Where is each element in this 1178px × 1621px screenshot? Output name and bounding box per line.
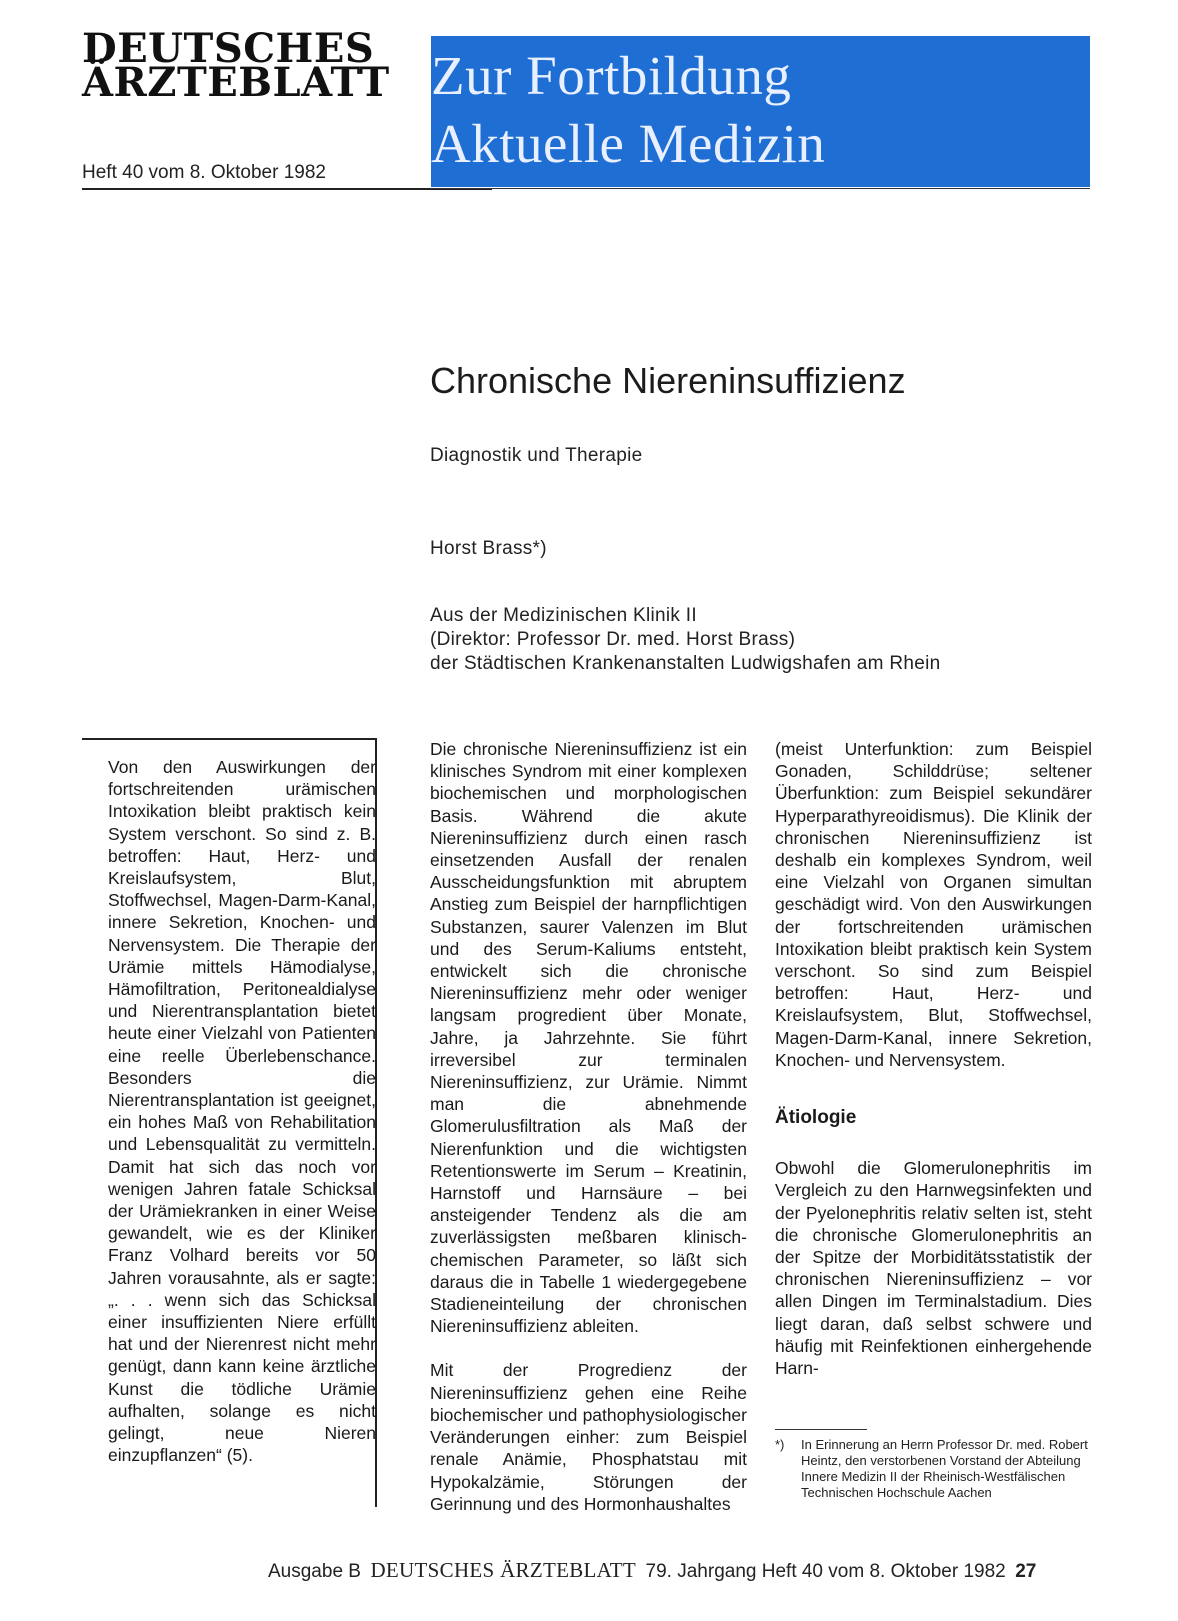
issue-line: Heft 40 vom 8. Oktober 1982 — [82, 162, 326, 183]
body-column-3 — [775, 738, 1092, 1379]
body-column-2 — [430, 738, 747, 1515]
banner-line2: Aktuelle Medizin — [431, 113, 826, 174]
footnote-mark: *) — [775, 1437, 785, 1452]
masthead-line1: DEUTSCHES — [82, 25, 375, 72]
page-number: 27 — [1015, 1561, 1037, 1582]
section-banner — [431, 36, 1090, 187]
body-paragraph: Die chronische Niereninsuffizienz ist ein klinisches Syndrom mit einer komplexen biochemischen und morphologischen Basis. Während die akute Niereninsuffizienz durch einen rasch einsetzenden Ausfall der renalen Ausscheidungsfunktion mit abruptem Anstieg zum Beispiel der harnpflichtigen Substanzen, saurer Valenzen im Blut und des Serum-Kaliums entsteht, entwickelt sich die chronische Niereninsuffizienz mehr oder weniger langsam progredient über Monate, Jahre, ja Jahrzehnte. Sie führt irreversibel zur terminalen Niereninsuffizienz, zur Urämie. Nimmt man die abnehmende Glomerulusfiltration als Maß der Nierenfunktion und die wichtigsten Retentionswerte im Serum – Kreatinin, Harnstoff und Harnsäure – bei ansteigender Tendenz als die am zuverlässigsten meßbaren klinisch-chemischen Parameter, so läßt sich daraus die in Tabelle 1 wiedergegebene Stadieneinteilung der chronischen Niereninsuffizienz ableiten. — [430, 739, 747, 1337]
body-paragraph: Obwohl die Glomerulonephritis im Vergleich zu den Harnwegsinfekten und der Pyelonephritis relativ selten ist, steht die chronische Glomerulonephritis an der Spitze der Morbiditätsstatistik der chronischen Niereninsuffizienz – vor allen Dingen im Terminalstadium. Dies liegt daran, daß selbst schwere und häufig mit Reinfektionen einhergehende Harn- — [775, 1158, 1092, 1379]
article-author: Horst Brass*) — [430, 538, 547, 559]
footer-issue: 79. Jahrgang Heft 40 vom 8. Oktober 1982 — [645, 1561, 1006, 1582]
masthead-logo — [82, 25, 412, 106]
abstract-text — [108, 756, 376, 1467]
article-title: Chronische Niereninsuffizienz — [430, 360, 906, 401]
footnote — [775, 1437, 1092, 1501]
article-subtitle: Diagnostik und Therapie — [430, 445, 643, 466]
section-heading: Ätiologie — [775, 1107, 857, 1129]
affiliation-line: der Städtischen Krankenanstalten Ludwigshafen am Rhein — [430, 653, 941, 674]
article-affiliation — [430, 604, 941, 676]
abstract-paragraph: Von den Auswirkungen der fortschreitenden urämischen Intoxikation bleibt praktisch kein System verschont. So sind z. B. betroffen: Haut, Herz- und Kreislaufsystem, Blut, Stoffwechsel, Magen-Darm-Kanal, innere Sekretion, Knochen- und Nervensystem. Die Therapie der Urämie mittels Hämodialyse, Hämofiltration, Peritonealdialyse und Nierentransplantation bietet heute einer Vielzahl von Patienten eine reelle Überlebenschance. Besonders die Nierentransplantation ist geeignet, ein hohes Maß von Rehabilitation und Lebensqualität zu vermitteln. Damit hat sich das noch vor wenigen Jahren fatale Schicksal der Urämiekranken in einer Weise gewandelt, wie es der Kliniker Franz Volhard bereits vor 50 Jahren vorausahnte, als er sagte: „. . . wenn sich das Schicksal einer insuffizienten Niere erfüllt hat und der Nierenrest nicht mehr genügt, dann kann keine ärztliche Kunst die tödliche Urämie aufhalten, solange es nicht gelingt, neue Nieren einzupflanzen“ (5). — [108, 757, 376, 1466]
footer-journal: DEUTSCHES ÄRZTEBLATT — [370, 1558, 637, 1582]
page-footer — [268, 1558, 1098, 1583]
masthead-line2: ÄRZTEBLATT — [82, 59, 390, 106]
footnote-rule — [775, 1429, 867, 1430]
affiliation-line: Aus der Medizinischen Klinik II — [430, 605, 697, 626]
body-paragraph: (meist Unterfunktion: zum Beispiel Gonaden, Schilddrüse; seltener Überfunktion: zum Beispiel sekundärer Hyperparathyreoidismus). Die Klinik der chronischen Niereninsuffizienz ist deshalb ein komplexes Syndrom, weil eine Vielzahl von Organen simultan geschädigt wird. Von den Auswirkungen der fortschreitenden urämischen Intoxikation bleibt praktisch kein System verschont. So sind zum Beispiel betroffen: Haut, Herz- und Kreislaufsystem, Blut, Stoffwechsel, Magen-Darm-Kanal, innere Sekretion, Knochen- und Nervensystem. — [775, 739, 1092, 1070]
body-paragraph: Mit der Progredienz der Niereninsuffizienz gehen eine Reihe biochemischer und pathophysiologischer Veränderungen einher: zum Beispiel renale Anämie, Phosphatstau mit Hypokalzämie, Störungen der Gerinnung und des Hormonhaushaltes — [430, 1360, 747, 1514]
banner-line1: Zur Fortbildung — [431, 45, 792, 106]
footnote-text: In Erinnerung an Herrn Professor Dr. med. Robert Heintz, den verstorbenen Vorstand der Abteilung Innere Medizin II der Rheinisch-Westfälischen Technischen Hochschule Aachen — [801, 1437, 1088, 1500]
affiliation-line: (Direktor: Professor Dr. med. Horst Brass) — [430, 629, 796, 650]
header-rule-right — [430, 188, 1090, 189]
footer-edition: Ausgabe B — [268, 1561, 361, 1582]
